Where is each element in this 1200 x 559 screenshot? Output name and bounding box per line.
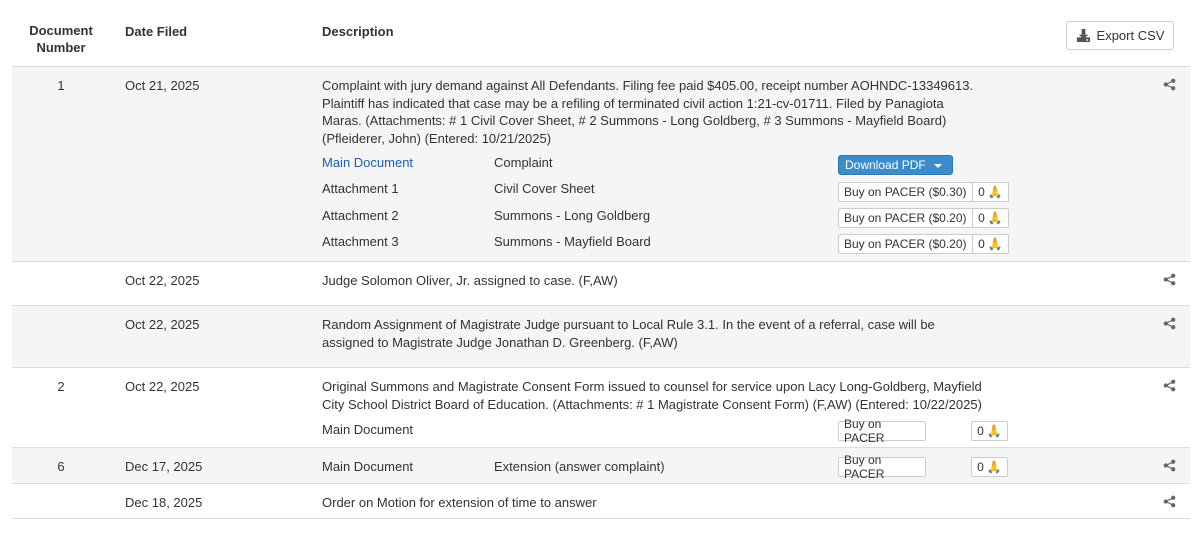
attachment-description: Summons - Long Goldberg [494,208,651,223]
date-filed: Oct 22, 2025 [125,273,200,288]
entry-description: Order on Motion for extension of time to answer [322,495,597,510]
buy-on-pacer-button[interactable] [838,417,926,445]
date-filed: Oct 22, 2025 [125,379,200,394]
attachment-name: Attachment 2 [322,208,399,223]
buy-on-pacer-label: Buy on PACER ($0.30) [844,185,967,199]
column-header-document-number: Document Number [29,23,93,55]
document-description: Complaint [494,155,553,170]
buy-on-pacer-label: Buy on PACER [844,417,885,445]
download-icon [1076,28,1091,43]
thanks-count: 0 [978,185,985,199]
main-document-label: Main Document [322,422,414,437]
thanks-button[interactable] [971,421,1008,441]
entry-description: Complaint with jury demand against All Defendants. Filing fee paid $405.00, receipt number AOHNDC-13349613. Plaintiff has indicated that case may be a refiling of terminated civil action 1:21-cv-01711. Filed by Panagiota Maras. (Attachments: # 1 Civil Cover Sheet, # 2 Summons - Long Goldberg, # 3 Summons - Mayfield Board) (Pfleiderer, John) (Entered: 10/21/2025) [322,78,974,146]
praying-hands-icon: 🙏 [987,237,1003,251]
share-icon[interactable] [1163,78,1176,91]
entry-description: Original Summons and Magistrate Consent Form issued to counsel for service upon Lacy Long-Goldberg, Mayfield City School District Board of Education. (Attachments: # 1 Magistrate Consent Form) (F,AW) (Entered: 10/22/2025) [322,379,982,412]
buy-on-pacer-button[interactable] [838,182,973,202]
praying-hands-icon: 🙏 [987,211,1003,225]
thanks-count: 0 [978,237,985,251]
export-csv-label: Export CSV [1096,28,1165,43]
praying-hands-icon: 🙏 [986,424,1002,438]
attachment-description: Civil Cover Sheet [494,181,595,196]
thanks-count: 0 [977,460,984,474]
column-header-description: Description [322,24,394,39]
praying-hands-icon: 🙏 [986,460,1002,474]
docket-entry-row [12,261,1190,305]
docket-entry-row [12,305,1190,367]
buy-on-pacer-button[interactable] [838,208,973,228]
thanks-count: 0 [978,211,985,225]
share-icon[interactable] [1163,273,1176,286]
download-pdf-button[interactable] [838,155,953,175]
thanks-button[interactable] [972,234,1009,254]
thanks-button[interactable] [972,208,1009,228]
document-number: 6 [57,459,65,474]
date-filed: Dec 18, 2025 [125,495,203,510]
attachment-description: Summons - Mayfield Board [494,234,651,249]
docket-entry-row [12,66,1190,261]
thanks-button[interactable] [972,182,1009,202]
thanks-count: 0 [977,424,984,438]
share-icon[interactable] [1163,495,1176,508]
document-number: 1 [57,78,65,93]
date-filed: Dec 17, 2025 [125,459,203,474]
entry-description: Random Assignment of Magistrate Judge pursuant to Local Rule 3.1. In the event of a referral, case will be assigned to Magistrate Judge Jonathan D. Greenberg. (F,AW) [322,317,935,350]
date-filed: Oct 21, 2025 [125,78,200,93]
buy-on-pacer-label: Buy on PACER [844,453,885,481]
entry-description: Judge Solomon Oliver, Jr. assigned to case. (F,AW) [322,273,618,288]
column-header-date-filed: Date Filed [125,24,188,39]
document-number: 2 [57,379,65,394]
document-description: Extension (answer complaint) [494,459,665,474]
thanks-button[interactable] [971,457,1008,477]
download-pdf-label: Download PDF [845,158,926,172]
attachment-name: Attachment 1 [322,181,399,196]
buy-on-pacer-label: Buy on PACER ($0.20) [844,237,967,251]
share-icon[interactable] [1163,459,1176,472]
export-csv-button[interactable] [1066,21,1174,50]
chevron-down-icon [934,164,942,168]
buy-on-pacer-label: Buy on PACER ($0.20) [844,211,967,225]
docket-entry-row [12,367,1190,447]
buy-on-pacer-button[interactable] [838,234,973,254]
table-header [0,0,1200,66]
main-document-label: Main Document [322,459,414,474]
docket-entry-row [12,483,1190,519]
docket-entry-row [12,447,1190,483]
share-icon[interactable] [1163,379,1176,392]
main-document-link[interactable]: Main Document [322,155,414,170]
buy-on-pacer-button[interactable] [838,453,926,481]
attachment-name: Attachment 3 [322,234,399,249]
date-filed: Oct 22, 2025 [125,317,200,332]
share-icon[interactable] [1163,317,1176,330]
praying-hands-icon: 🙏 [987,185,1003,199]
